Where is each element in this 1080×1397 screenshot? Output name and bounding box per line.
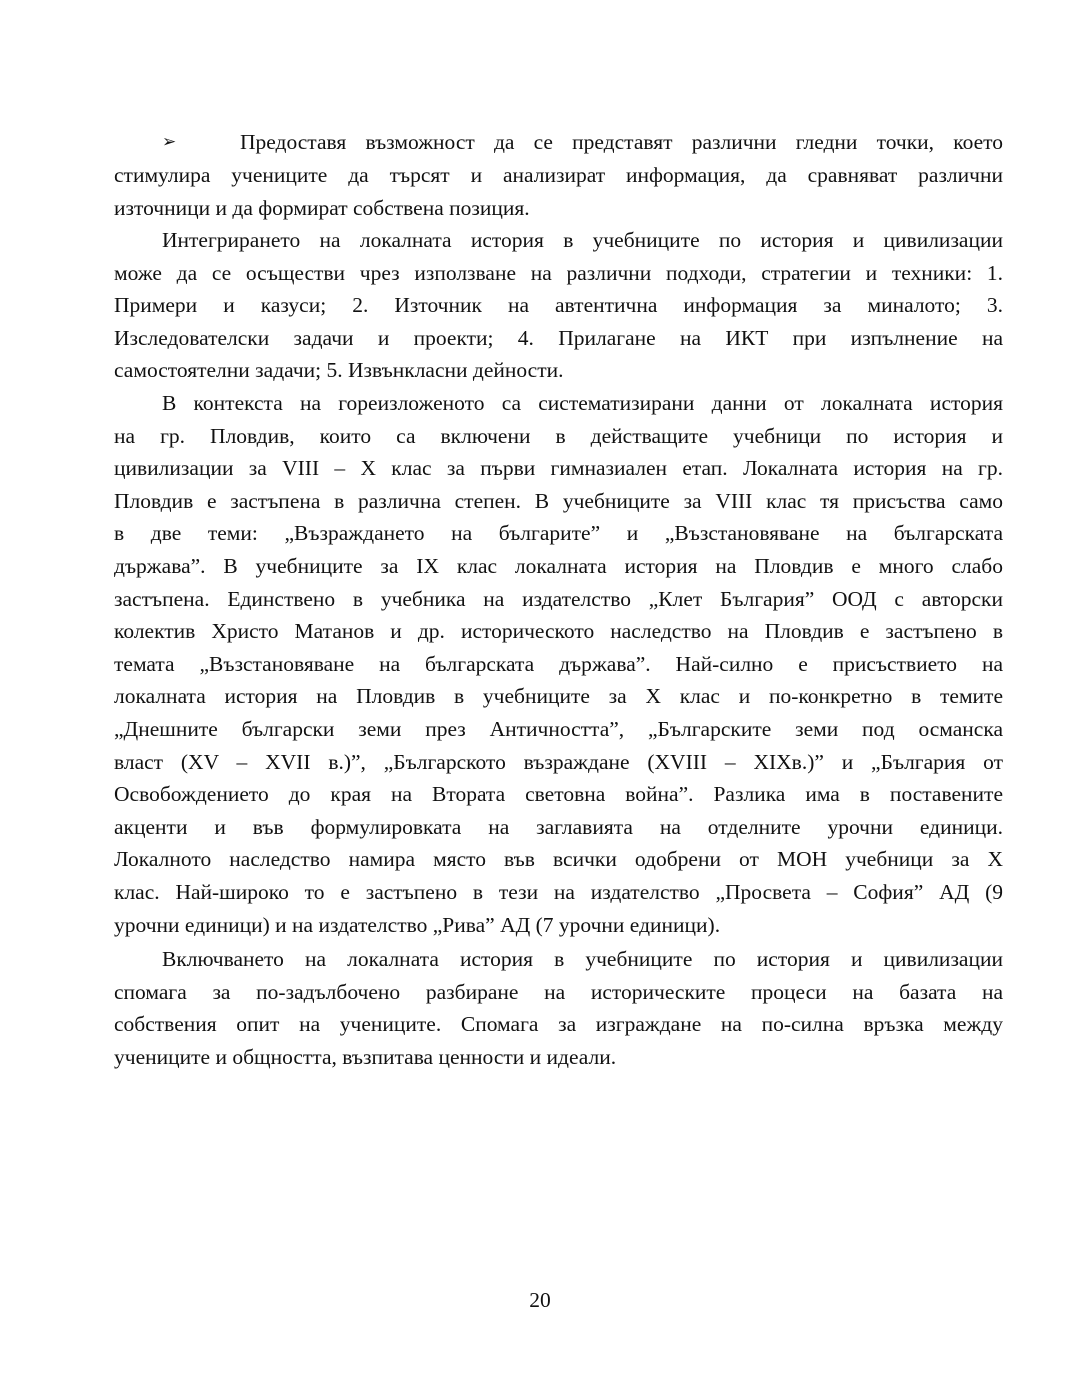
paragraph-line: колектив Христо Матанов и др. историческото наследство на Пловдив е застъпено в (114, 619, 1003, 643)
paragraph-line: на гр. Пловдив, които са включени в действащите учебници по история и (114, 424, 1003, 448)
paragraph-line: собствения опит на учениците. Спомага за изграждане на по-силна връзка между (114, 1012, 1003, 1036)
paragraph-line: Примери и казуси; 2. Източник на автентична информация за миналото; 3. (114, 293, 1003, 317)
paragraph-line: Пловдив е застъпена в различна степен. В учебниците за VIII клас тя присъства само (114, 489, 1003, 513)
paragraph-line: акценти и във формулировката на заглавията на отделните урочни единици. (114, 815, 1003, 839)
paragraph-line: „Днешните български земи през Античността”, „Българските земи под османска (114, 717, 1003, 741)
paragraph-line: източници и да формират собствена позиция. (114, 196, 530, 220)
paragraph-line: цивилизации за VIII – Х клас за първи гимназиален етап. Локалната история на гр. (114, 456, 1003, 480)
paragraph-line: власт (XV – XVII в.)”, „Българското възраждане (XVIII – XIXв.)” и „България от (114, 750, 1003, 774)
paragraph-line: Предоставя възможност да се представят различни гледни точки, което (240, 130, 1003, 154)
paragraph-line: В контекста на гореизложеното са систематизирани данни от локалната история (162, 391, 1003, 415)
paragraph-line: учениците и общността, възпитава ценности и идеали. (114, 1045, 617, 1069)
paragraph-line: Освобождението до края на Втората световна война”. Разлика има в поставените (114, 782, 1003, 806)
paragraph-line: урочни единици) и на издателство „Рива” АД (7 урочни единици). (114, 913, 721, 937)
paragraph-line: самостоятелни задачи; 5. Извънкласни дейности. (114, 358, 564, 382)
page-number: 20 (529, 1288, 551, 1312)
paragraph-line: клас. Най-широко то е застъпено в тези на издателство „Просвета – София” АД (9 (114, 880, 1003, 904)
paragraph-line: темата „Възстановяване на българската държава”. Най-силно е присъствието на (114, 652, 1003, 676)
paragraph-line: в две теми: „Възраждането на българите” и „Възстановяване на българската (114, 521, 1003, 545)
paragraph-line: стимулира учениците да търсят и анализират информация, да сравняват различни (114, 163, 1003, 187)
arrow-bullet-icon: ➢ (162, 132, 177, 152)
paragraph-line: Локалното наследство намира място във всички одобрени от МОН учебници за Х (114, 847, 1003, 871)
paragraph-line: застъпена. Единствено в учебника на издателство „Клет България” ООД с авторски (114, 587, 1003, 611)
paragraph-line: Включването на локалната история в учебниците по история и цивилизации (162, 947, 1003, 971)
paragraph-line: Изследователски задачи и проекти; 4. Прилагане на ИКТ при изпълнение на (114, 326, 1003, 350)
paragraph-line: локалната история на Пловдив в учебниците за Х клас и по-конкретно в темите (114, 684, 1003, 708)
paragraph-line: Интегрирането на локалната история в учебниците по история и цивилизации (162, 228, 1003, 252)
paragraph-line: държава”. В учебниците за IX клас локалната история на Пловдив е много слабо (114, 554, 1003, 578)
paragraph-line: може да се осъществи чрез използване на различни подходи, стратегии и техники: 1. (114, 261, 1003, 285)
paragraph-line: спомага за по-задълбочено разбиране на историческите процеси на базата на (114, 980, 1003, 1004)
